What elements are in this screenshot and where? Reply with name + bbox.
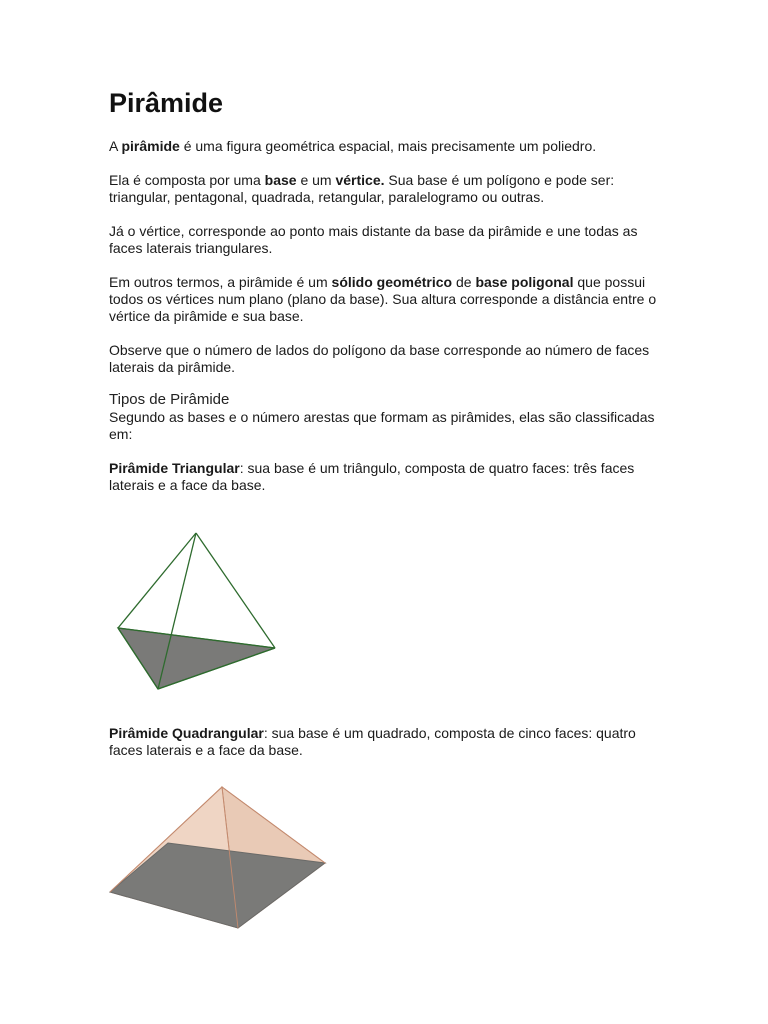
text: Em outros termos, a pirâmide é um — [109, 274, 332, 290]
quadrangular-pyramid-figure — [108, 783, 333, 933]
paragraph-solid — [109, 274, 669, 325]
triangular-pyramid-figure — [110, 527, 280, 692]
bold-term: base poligonal — [475, 274, 574, 290]
bold-term: sólido geométrico — [331, 274, 453, 290]
type-name: Pirâmide Triangular — [109, 460, 240, 476]
bold-term: pirâmide — [121, 138, 180, 154]
document-body — [109, 86, 669, 511]
type-quadrangular — [109, 725, 669, 759]
text: é uma figura geométrica espacial, mais precisamente um poliedro. — [179, 138, 597, 154]
bold-term: vértice. — [335, 172, 385, 188]
type-description: : sua base é um quadrado, composta de cinco faces: quatro faces laterais e a face da base. — [109, 725, 636, 758]
paragraph-definition — [109, 138, 669, 155]
section-heading: Tipos de Pirâmide — [109, 391, 230, 408]
section-intro: Segundo as bases e o número arestas que formam as pirâmides, elas são classificadas em: — [109, 409, 655, 442]
text: que possui todos os vértices num plano (plano da base). Sua altura corresponde a distância entre o vértice da pirâmide e sua base. — [109, 274, 657, 324]
text: Ela é composta por uma — [109, 172, 265, 188]
quadrangular-block — [109, 725, 669, 776]
paragraph-observe: Observe que o número de lados do polígono da base corresponde ao número de faces laterais da pirâmide. — [109, 342, 650, 375]
pyramid-base-face — [118, 628, 275, 689]
type-description: : sua base é um triângulo, composta de quatro faces: três faces laterais e a face da base. — [109, 460, 635, 493]
type-name: Pirâmide Quadrangular — [109, 725, 264, 741]
bold-term: base — [264, 172, 297, 188]
paragraph-composition — [109, 172, 669, 206]
text: A — [109, 138, 122, 154]
paragraph-vertex: Já o vértice, corresponde ao ponto mais distante da base da pirâmide e une todas as faces laterais triangulares. — [109, 223, 638, 256]
text: de — [452, 274, 476, 290]
pyramid-edge — [196, 533, 275, 648]
text: Sua base é um polígono e pode ser: triangular, pentagonal, quadrada, retangular, paralelogramo ou outras. — [109, 172, 615, 205]
text: e um — [296, 172, 336, 188]
type-triangular — [109, 460, 669, 494]
page-title: Pirâmide — [109, 88, 224, 118]
